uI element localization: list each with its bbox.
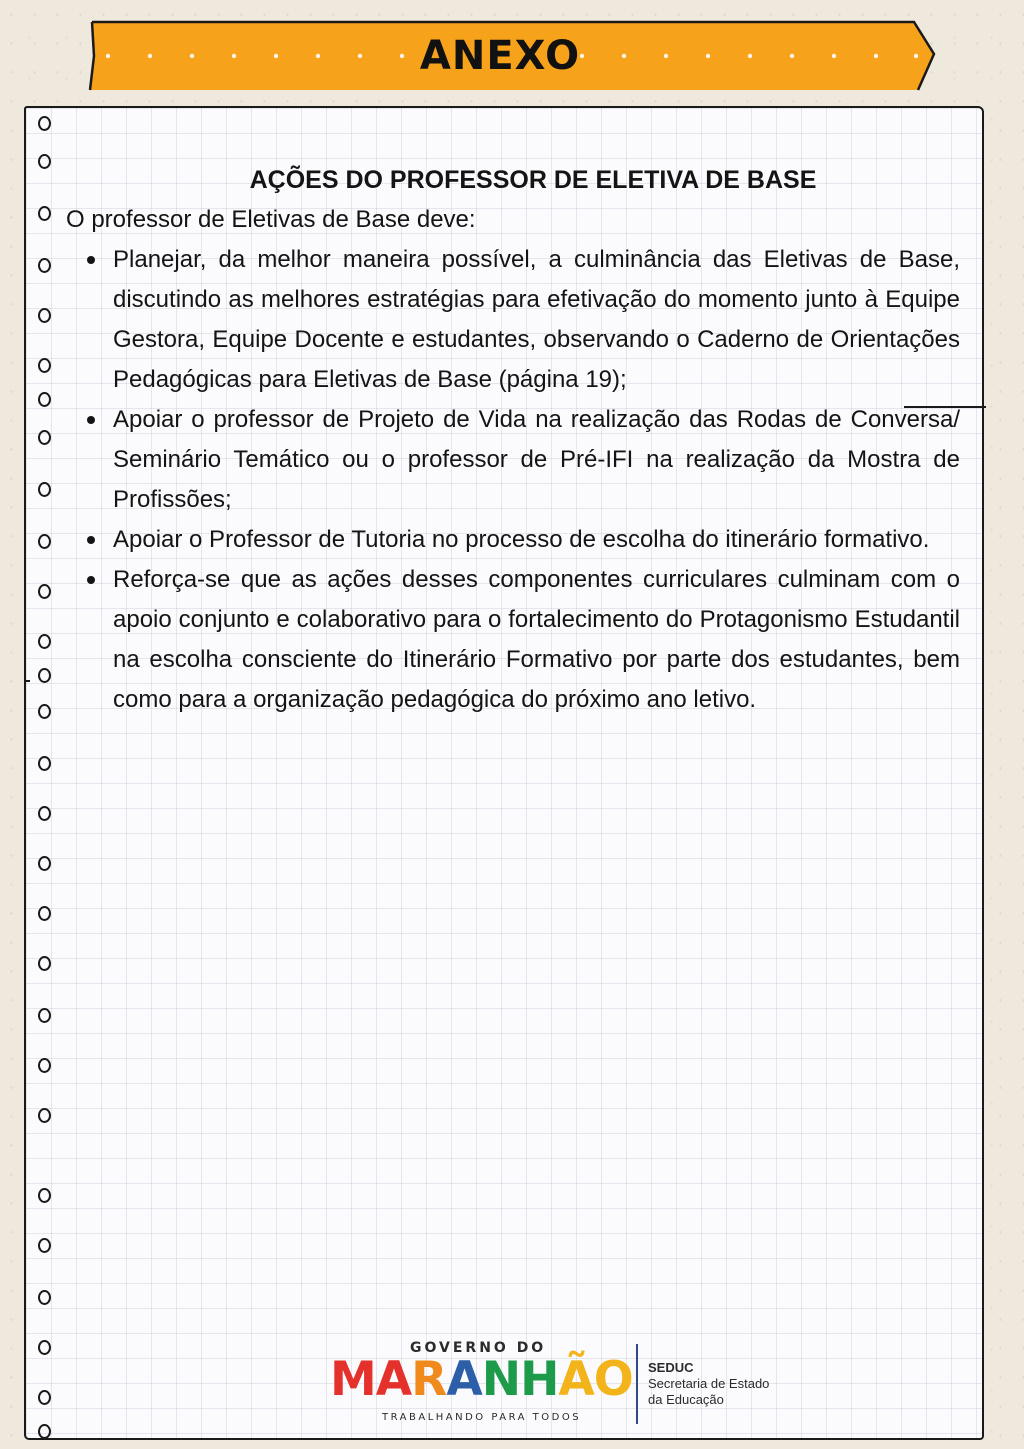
binding-ring bbox=[38, 358, 51, 373]
spiral-rings bbox=[26, 108, 66, 1438]
binding-ring bbox=[38, 1188, 51, 1203]
binding-ring bbox=[38, 704, 51, 719]
binding-ring bbox=[38, 1290, 51, 1305]
binding-ring bbox=[38, 392, 51, 407]
action-list bbox=[66, 240, 960, 720]
binding-ring bbox=[38, 856, 51, 871]
binding-ring bbox=[38, 668, 51, 683]
seduc-name: SEDUC bbox=[648, 1360, 694, 1375]
binding-ring bbox=[38, 956, 51, 971]
document-content bbox=[66, 160, 960, 720]
binding-ring bbox=[38, 806, 51, 821]
document-intro: O professor de Eletivas de Base deve: bbox=[66, 206, 476, 233]
binding-ring bbox=[38, 1008, 51, 1023]
binding-ring bbox=[38, 1340, 51, 1355]
banner-title: ANEXO bbox=[419, 33, 581, 79]
binding-ring bbox=[38, 1108, 51, 1123]
binding-ring bbox=[38, 1058, 51, 1073]
binding-ring bbox=[38, 154, 51, 169]
binding-ring bbox=[38, 584, 51, 599]
list-item: Apoiar o professor de Projeto de Vida na realização das Rodas de Conversa/ Seminário Temático ou o professor de Pré-IFI na realização da Mostra de Profissões; bbox=[113, 400, 960, 520]
binding-ring bbox=[38, 534, 51, 549]
list-item: Planejar, da melhor maneira possível, a culminância das Eletivas de Base, discutindo as melhores estratégias para efetivação do momento junto à Equipe Gestora, Equipe Docente e estudantes, observando o Caderno de Orientações Pedagógicas para Eletivas de Base (página 19); bbox=[113, 240, 960, 400]
binding-ring bbox=[38, 482, 51, 497]
list-item: Reforça-se que as ações desses componentes curriculares culminam com o apoio conjunto e colaborativo para o fortalecimento do Protagonismo Estudantil na escolha consciente do Itinerário Formativo por parte dos estudantes, bem como para a organização pedagógica do próximo ano letivo. bbox=[113, 560, 960, 720]
binding-ring bbox=[38, 308, 51, 323]
seduc-line1: Secretaria de Estado bbox=[648, 1376, 770, 1391]
notebook-paper bbox=[24, 106, 984, 1440]
binding-ring bbox=[38, 756, 51, 771]
gov-tagline: TRABALHANDO PARA TODOS bbox=[382, 1412, 582, 1423]
binding-ring bbox=[38, 634, 51, 649]
binding-ring bbox=[38, 206, 51, 221]
binding-ring bbox=[38, 906, 51, 921]
logo-divider bbox=[636, 1344, 638, 1424]
binding-ring bbox=[38, 430, 51, 445]
gov-name-wordmark: MARANHÃO bbox=[330, 1352, 633, 1407]
binding-ring bbox=[38, 1238, 51, 1253]
binding-ring bbox=[38, 116, 51, 131]
binding-ring bbox=[38, 1424, 51, 1439]
footer-logos bbox=[328, 1340, 788, 1430]
list-item: Apoiar o Professor de Tutoria no processo de escolha do itinerário formativo. bbox=[113, 520, 960, 560]
binding-ring bbox=[38, 258, 51, 273]
gov-top-text: GOVERNO DO bbox=[410, 1340, 547, 1356]
paper-tear-mark bbox=[24, 680, 30, 682]
binding-ring bbox=[38, 1390, 51, 1405]
seduc-line2: da Educação bbox=[648, 1392, 724, 1407]
document-title: AÇÕES DO PROFESSOR DE ELETIVA DE BASE bbox=[249, 166, 817, 194]
anexo-banner bbox=[88, 20, 936, 92]
